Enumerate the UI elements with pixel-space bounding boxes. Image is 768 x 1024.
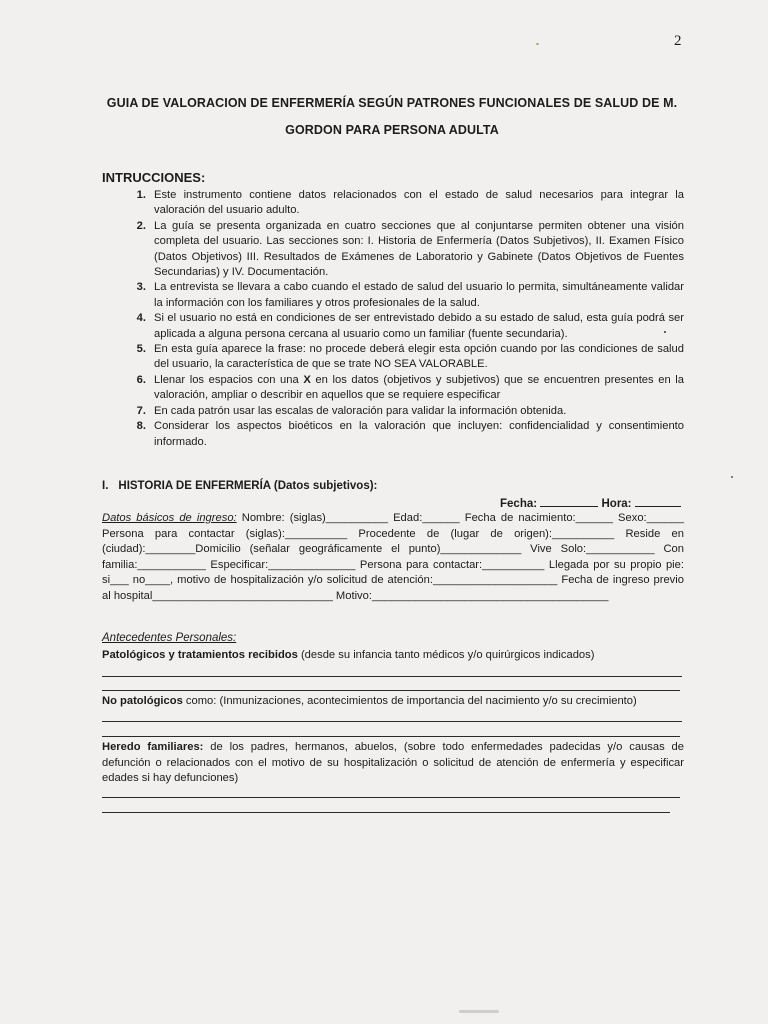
fecha-label: Fecha: <box>500 498 538 510</box>
instruction-number: 5. <box>136 343 146 356</box>
instruction-text-before: Llenar los espacios con una <box>154 373 304 386</box>
document-title-line-2: GORDON PARA PERSONA ADULTA <box>285 123 499 137</box>
pathological-label: Patológicos y tratamientos recibidos <box>102 649 298 661</box>
instruction-item <box>102 373 684 404</box>
instructions-list <box>102 188 684 450</box>
date-time-fields <box>500 496 681 510</box>
instruction-text <box>148 373 684 404</box>
basic-admission-data <box>102 511 684 605</box>
instruction-number: 4. <box>136 312 146 325</box>
page-number: 2 <box>674 33 682 49</box>
instruction-number: 2. <box>136 219 146 232</box>
family-history-label: Heredo familiares: <box>102 741 204 753</box>
basic-data-label: Datos básicos de ingreso: <box>102 512 237 524</box>
family-history-text: de los padres, hermanos, abuelos, (sobre todo enfermedades padecidas y/o causas de defunción o relacionados con el motivo de su hospitalización o solicitud de atención de enfermería y especificar edades si hay defunciones) <box>102 741 684 785</box>
hora-label: Hora: <box>601 498 632 510</box>
answer-line[interactable] <box>102 812 670 813</box>
instruction-text-after: en los datos (objetivos y subjetivos) que se encuentren presentes en la valoración, ampliar o describir en aquellos que se requiere especificar <box>154 373 684 402</box>
answer-line[interactable] <box>102 736 680 737</box>
family-history-prompt <box>102 740 684 787</box>
scan-speck <box>536 43 539 45</box>
instruction-text: Este instrumento contiene datos relacionados con el estado de salud necesarios para integrar la valoración del usuario adulto. <box>154 189 684 217</box>
instruction-number: 8. <box>136 420 146 433</box>
instructions-heading: INTRUCCIONES: <box>102 170 206 185</box>
instruction-item <box>102 404 684 419</box>
instruction-text: Si el usuario no está en condiciones de ser entrevistado debido a su estado de salud, esta guía podrá ser aplicada a alguna persona cercana al usuario como un familiar (fuente secundaria). <box>154 312 684 340</box>
non-pathological-text: como: (Inmunizaciones, acontecimientos de importancia del nacimiento y/o su crecimiento) <box>182 695 637 707</box>
hora-blank[interactable] <box>635 496 681 507</box>
instruction-item <box>102 219 684 281</box>
instruction-item <box>102 342 684 373</box>
document-title-line-1: GUIA DE VALORACION DE ENFERMERÍA SEGÚN PATRONES FUNCIONALES DE SALUD DE M. <box>106 96 678 110</box>
answer-line[interactable] <box>102 797 680 798</box>
instruction-item <box>102 419 684 450</box>
instruction-text: En esta guía aparece la frase: no procede deberá elegir esta opción cuando por las condiciones de salud del usuario, la característica de que se trate NO SEA VALORABLE. <box>154 343 684 371</box>
non-pathological-history-prompt <box>102 694 684 710</box>
pathological-text: (desde su infancia tanto médicos y/o quirúrgicos indicados) <box>297 649 595 661</box>
instruction-number: 6. <box>136 373 146 386</box>
instruction-text: La entrevista se llevara a cabo cuando el estado de salud del usuario lo permita, simultáneamente validar la información con los familiares y otros profesionales de la salud. <box>154 281 684 309</box>
answer-line[interactable] <box>102 676 682 677</box>
section-roman-numeral: I. <box>102 480 109 492</box>
instruction-number: 1. <box>136 189 146 201</box>
scan-speck <box>731 476 733 478</box>
antecedentes-heading: Antecedentes Personales: <box>102 632 237 644</box>
section-title: HISTORIA DE ENFERMERÍA <box>118 480 271 492</box>
instruction-item <box>102 311 684 342</box>
instruction-text: Considerar los aspectos bioéticos en la valoración que incluyen: confidencialidad y consentimiento informado. <box>154 420 684 448</box>
non-pathological-label: No patológicos <box>102 695 183 707</box>
fecha-blank[interactable] <box>540 496 598 507</box>
basic-data-fields[interactable]: Nombre: (siglas)__________ Edad:______ Fecha de nacimiento:______ Sexo:______ Persona para contactar (siglas):__________ Procedente de (lugar de origen):__________ Reside en (ciudad):________Domicilio (señalar geográficamente el punto)_____________ Vive Solo:___________ Con familia:___________ Especificar:______________ Persona para contactar:__________ Llegada por su propio pie: si___ no____, motivo de hospitalización y/o solicitud de atención:____________________ Fecha de ingreso previo al hospital_____________________________ Motivo:______________________________________ <box>102 512 684 602</box>
section-heading <box>102 480 377 492</box>
answer-line[interactable] <box>102 721 682 722</box>
instruction-mark-x: X <box>303 373 311 386</box>
scan-speck <box>664 331 666 333</box>
instruction-item <box>102 280 684 311</box>
instruction-number: 3. <box>136 281 146 294</box>
answer-line[interactable] <box>102 690 680 691</box>
instruction-text: En cada patrón usar las escalas de valoración para validar la información obtenida. <box>154 404 567 417</box>
instruction-number: 7. <box>136 404 146 417</box>
scan-smudge <box>459 1010 499 1013</box>
pathological-history-prompt <box>102 648 684 664</box>
section-subtitle: (Datos subjetivos): <box>273 480 378 492</box>
instruction-item <box>102 188 684 219</box>
instruction-text: La guía se presenta organizada en cuatro secciones que al conjuntarse permiten obtener una visión completa del usuario. Las secciones son: I. Historia de Enfermería (Datos Subjetivos), II. Examen Físico (Datos Objetivos) III. Resultados de Exámenes de Laboratorio y Gabinete (Datos Objetivos de Fuentes Secundarias) y IV. Documentación. <box>154 219 684 279</box>
